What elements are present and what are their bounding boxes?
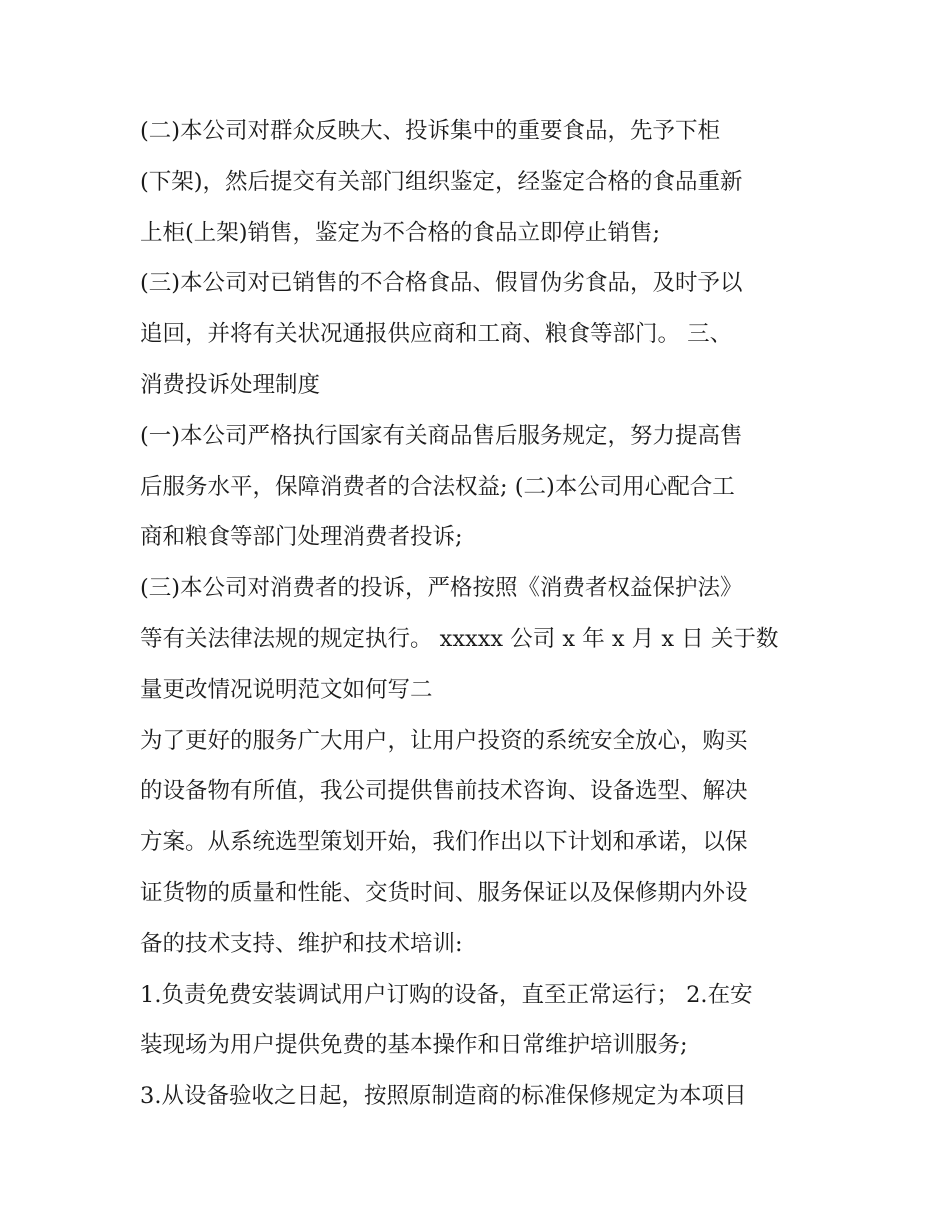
text-line: 后服务水平，保障消费者的合法权益; (二)本公司用心配合工	[140, 473, 735, 500]
text-line: (三)本公司对消费者的投诉，严格按照《消费者权益保护法》	[140, 575, 743, 602]
text-line: 追回，并将有关状况通报供应商和工商、粮食等部门。 三、	[140, 321, 733, 348]
text-line: 备的技术支持、维护和技术培训:	[140, 930, 463, 957]
text-line: 的设备物有所值，我公司提供售前技术咨询、设备选型、解决	[140, 778, 748, 805]
text-line: 证货物的质量和性能、交货时间、服务保证以及保修期内外设	[140, 879, 748, 906]
section-heading: 消费投诉处理制度	[140, 371, 321, 398]
text-line: 3.从设备验收之日起，按照原制造商的标准保修规定为本项目	[140, 1083, 747, 1110]
text-line: 为了更好的服务广大用户，让用户投资的系统安全放心，购买	[140, 727, 748, 754]
text-line: (一)本公司严格执行国家有关商品售后服务规定，努力提高售	[140, 422, 743, 449]
text-line: 商和粮食等部门处理消费者投诉;	[140, 524, 463, 551]
document-body	[140, 106, 830, 1122]
text-line: (二)本公司对群众反映大、投诉集中的重要食品，先予下柜	[140, 118, 721, 144]
text-line: 等有关法律法规的规定执行。 xxxxx 公司 x 年 x 月 x 日 关于数	[140, 625, 779, 652]
text-line: 1.负责免费安装调试用户订购的设备，直至正常运行； 2.在安	[140, 981, 753, 1008]
text-line: (三)本公司对已销售的不合格食品、假冒伪劣食品，及时予以	[140, 270, 743, 297]
document-title-line: 量更改情况说明范文如何写二	[140, 676, 433, 703]
text-line: 上柜(上架)销售，鉴定为不合格的食品立即停止销售;	[140, 219, 661, 246]
text-line: 装现场为用户提供免费的基本操作和日常维护培训服务;	[140, 1032, 688, 1059]
text-line: (下架)，然后提交有关部门组织鉴定，经鉴定合格的食品重新	[140, 168, 743, 195]
text-line: 方案。从系统选型策划开始，我们作出以下计划和承诺，以保	[140, 829, 748, 856]
